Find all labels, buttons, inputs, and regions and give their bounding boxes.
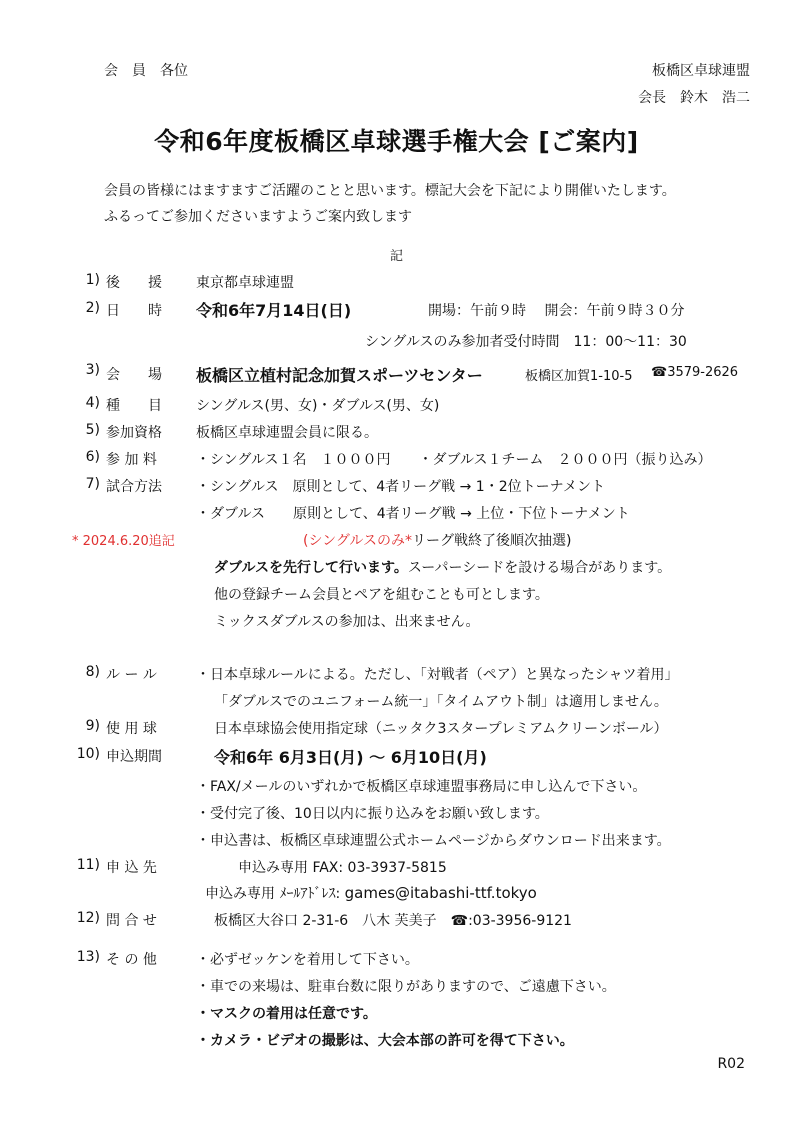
item-6-number: 6) [85, 449, 100, 465]
item-4-number: 4) [85, 395, 100, 411]
super-seed-note: スーパーシードを設ける場合があります。 [407, 560, 672, 576]
doubles-first-note [214, 557, 671, 577]
item-5-value: 板橋区卓球連盟会員に限る。 [196, 425, 378, 441]
draw-note-red: (シングルスのみ* [303, 533, 412, 549]
organization: 板橋区卓球連盟 [652, 63, 750, 79]
rules-line-1: ・日本卓球ルールによる。ただし、「対戦者（ペア）と異なったシャツ着用」 [196, 667, 679, 683]
item-10-number: 10) [76, 746, 100, 762]
item-5-number: 5) [85, 422, 100, 438]
page-title: 令和6年度板橋区卓球選手権大会 [ご案内] [154, 127, 639, 156]
singles-reception-time: シングルスのみ参加者受付時間 11：00～11：30 [365, 334, 687, 350]
item-2-label: 日 時 [106, 303, 162, 319]
other-line-1: ・必ずゼッケンを着用して下さい。 [196, 952, 419, 968]
venue-phone: ☎3579-2626 [651, 365, 739, 380]
item-13-number: 13) [76, 949, 100, 965]
item-4-label: 種 目 [106, 398, 162, 414]
mail-address[interactable]: games@itabashi-ttf.tokyo [344, 884, 537, 902]
item-1-label: 後 援 [106, 275, 162, 291]
item-9-value: 日本卓球協会使用指定球（ニッタク3スタープレミアムクリーンボール） [214, 721, 668, 737]
item-11-number: 11) [76, 857, 100, 873]
application-line-1: ・FAX/メールのいずれかで板橋区卓球連盟事務局に申し込んで下さい。 [196, 779, 647, 795]
item-3-number: 3) [85, 362, 100, 378]
other-line-4: ・カメラ・ビデオの撮影は、大会本部の許可を得て下さい。 [196, 1033, 574, 1049]
mail-label: 申込み専用 ﾒｰﾙｱﾄﾞﾚｽ: [205, 886, 341, 902]
item-6-value: ・シングルス１名 １０００円 ・ダブルス１チーム ２０００円（振り込み） [196, 452, 712, 468]
item-12-label: 問 合 せ [106, 913, 157, 929]
item-9-number: 9) [85, 718, 100, 734]
pair-note: 他の登録チーム会員とペアを組むことも可とします。 [214, 587, 549, 603]
item-4-value: シングルス(男、女)・ダブルス(男、女) [196, 398, 440, 414]
rules-line-2: 「ダブルスでのユニフォーム統一」「タイムアウト制」は適用しません。 [214, 694, 668, 710]
ki-mark: 記 [389, 249, 403, 264]
item-1-value: 東京都卓球連盟 [196, 275, 294, 291]
item-2-number: 2) [85, 300, 100, 316]
doubles-first-bold: ダブルスを先行して行います。 [214, 560, 408, 576]
item-10-label: 申込期間 [106, 749, 162, 765]
application-line-2: ・受付完了後、10日以内に振り込みをお願い致します。 [196, 806, 549, 822]
venue-name: 板橋区立植村記念加賀スポーツセンター [196, 366, 483, 385]
item-11-label: 申 込 先 [106, 860, 157, 876]
item-12-number: 12) [76, 910, 100, 926]
item-13-label: そ の 他 [106, 952, 157, 968]
addendum-note: * 2024.6.20追記 [72, 534, 175, 549]
addressee: 会 員 各位 [104, 63, 188, 79]
chairperson: 会長 鈴木 浩二 [638, 90, 750, 106]
application-line-3: ・申込書は、板橋区卓球連盟公式ホームページからダウンロード出来ます。 [196, 833, 671, 849]
contact-info: 板橋区大谷口 2-31-6 八木 芙美子 ☎:03-3956-9121 [214, 913, 572, 929]
item-7-number: 7) [85, 476, 100, 492]
item-7-label: 試合方法 [106, 479, 162, 495]
doubles-format: ・ダブルス 原則として、4者リーグ戦 → 上位・下位トーナメント [196, 506, 630, 522]
event-date: 令和6年7月14日(日) [196, 301, 352, 320]
item-1-number: 1) [85, 272, 100, 288]
item-8-label: ル ー ル [106, 667, 157, 683]
item-6-label: 参 加 料 [106, 452, 157, 468]
intro-line-1: 会員の皆様にはますますご活躍のことと思います。標記大会を下記により開催いたします。 [104, 183, 676, 199]
item-5-label: 参加資格 [106, 425, 162, 441]
item-8-number: 8) [85, 664, 100, 680]
event-times: 開場：午前９時 開会：午前９時３０分 [428, 303, 685, 319]
draw-note [303, 530, 571, 550]
draw-note-rest: リーグ戦終了後順次抽選) [412, 533, 572, 549]
footer-code: R02 [717, 1056, 745, 1072]
venue-address: 板橋区加賀1-10-5 [525, 369, 633, 384]
application-fax: 申込み専用 FAX: 03-3937-5815 [238, 860, 447, 876]
intro-line-2: ふるってご参加くださいますようご案内致します [104, 209, 412, 225]
item-9-label: 使 用 球 [106, 721, 157, 737]
application-mail [205, 883, 537, 903]
application-period: 令和6年 6月3日(月) ～ 6月10日(月) [214, 748, 487, 767]
mixed-doubles-note: ミックスダブルスの参加は、出来ません。 [214, 614, 480, 630]
other-line-2: ・車での来場は、駐車台数に限りがありますので、ご遠慮下さい。 [196, 979, 616, 995]
item-3-label: 会 場 [106, 367, 162, 383]
other-line-3: ・マスクの着用は任意です。 [196, 1006, 377, 1022]
singles-format: ・シングルス 原則として、4者リーグ戦 → 1・2位トーナメント [196, 479, 606, 495]
